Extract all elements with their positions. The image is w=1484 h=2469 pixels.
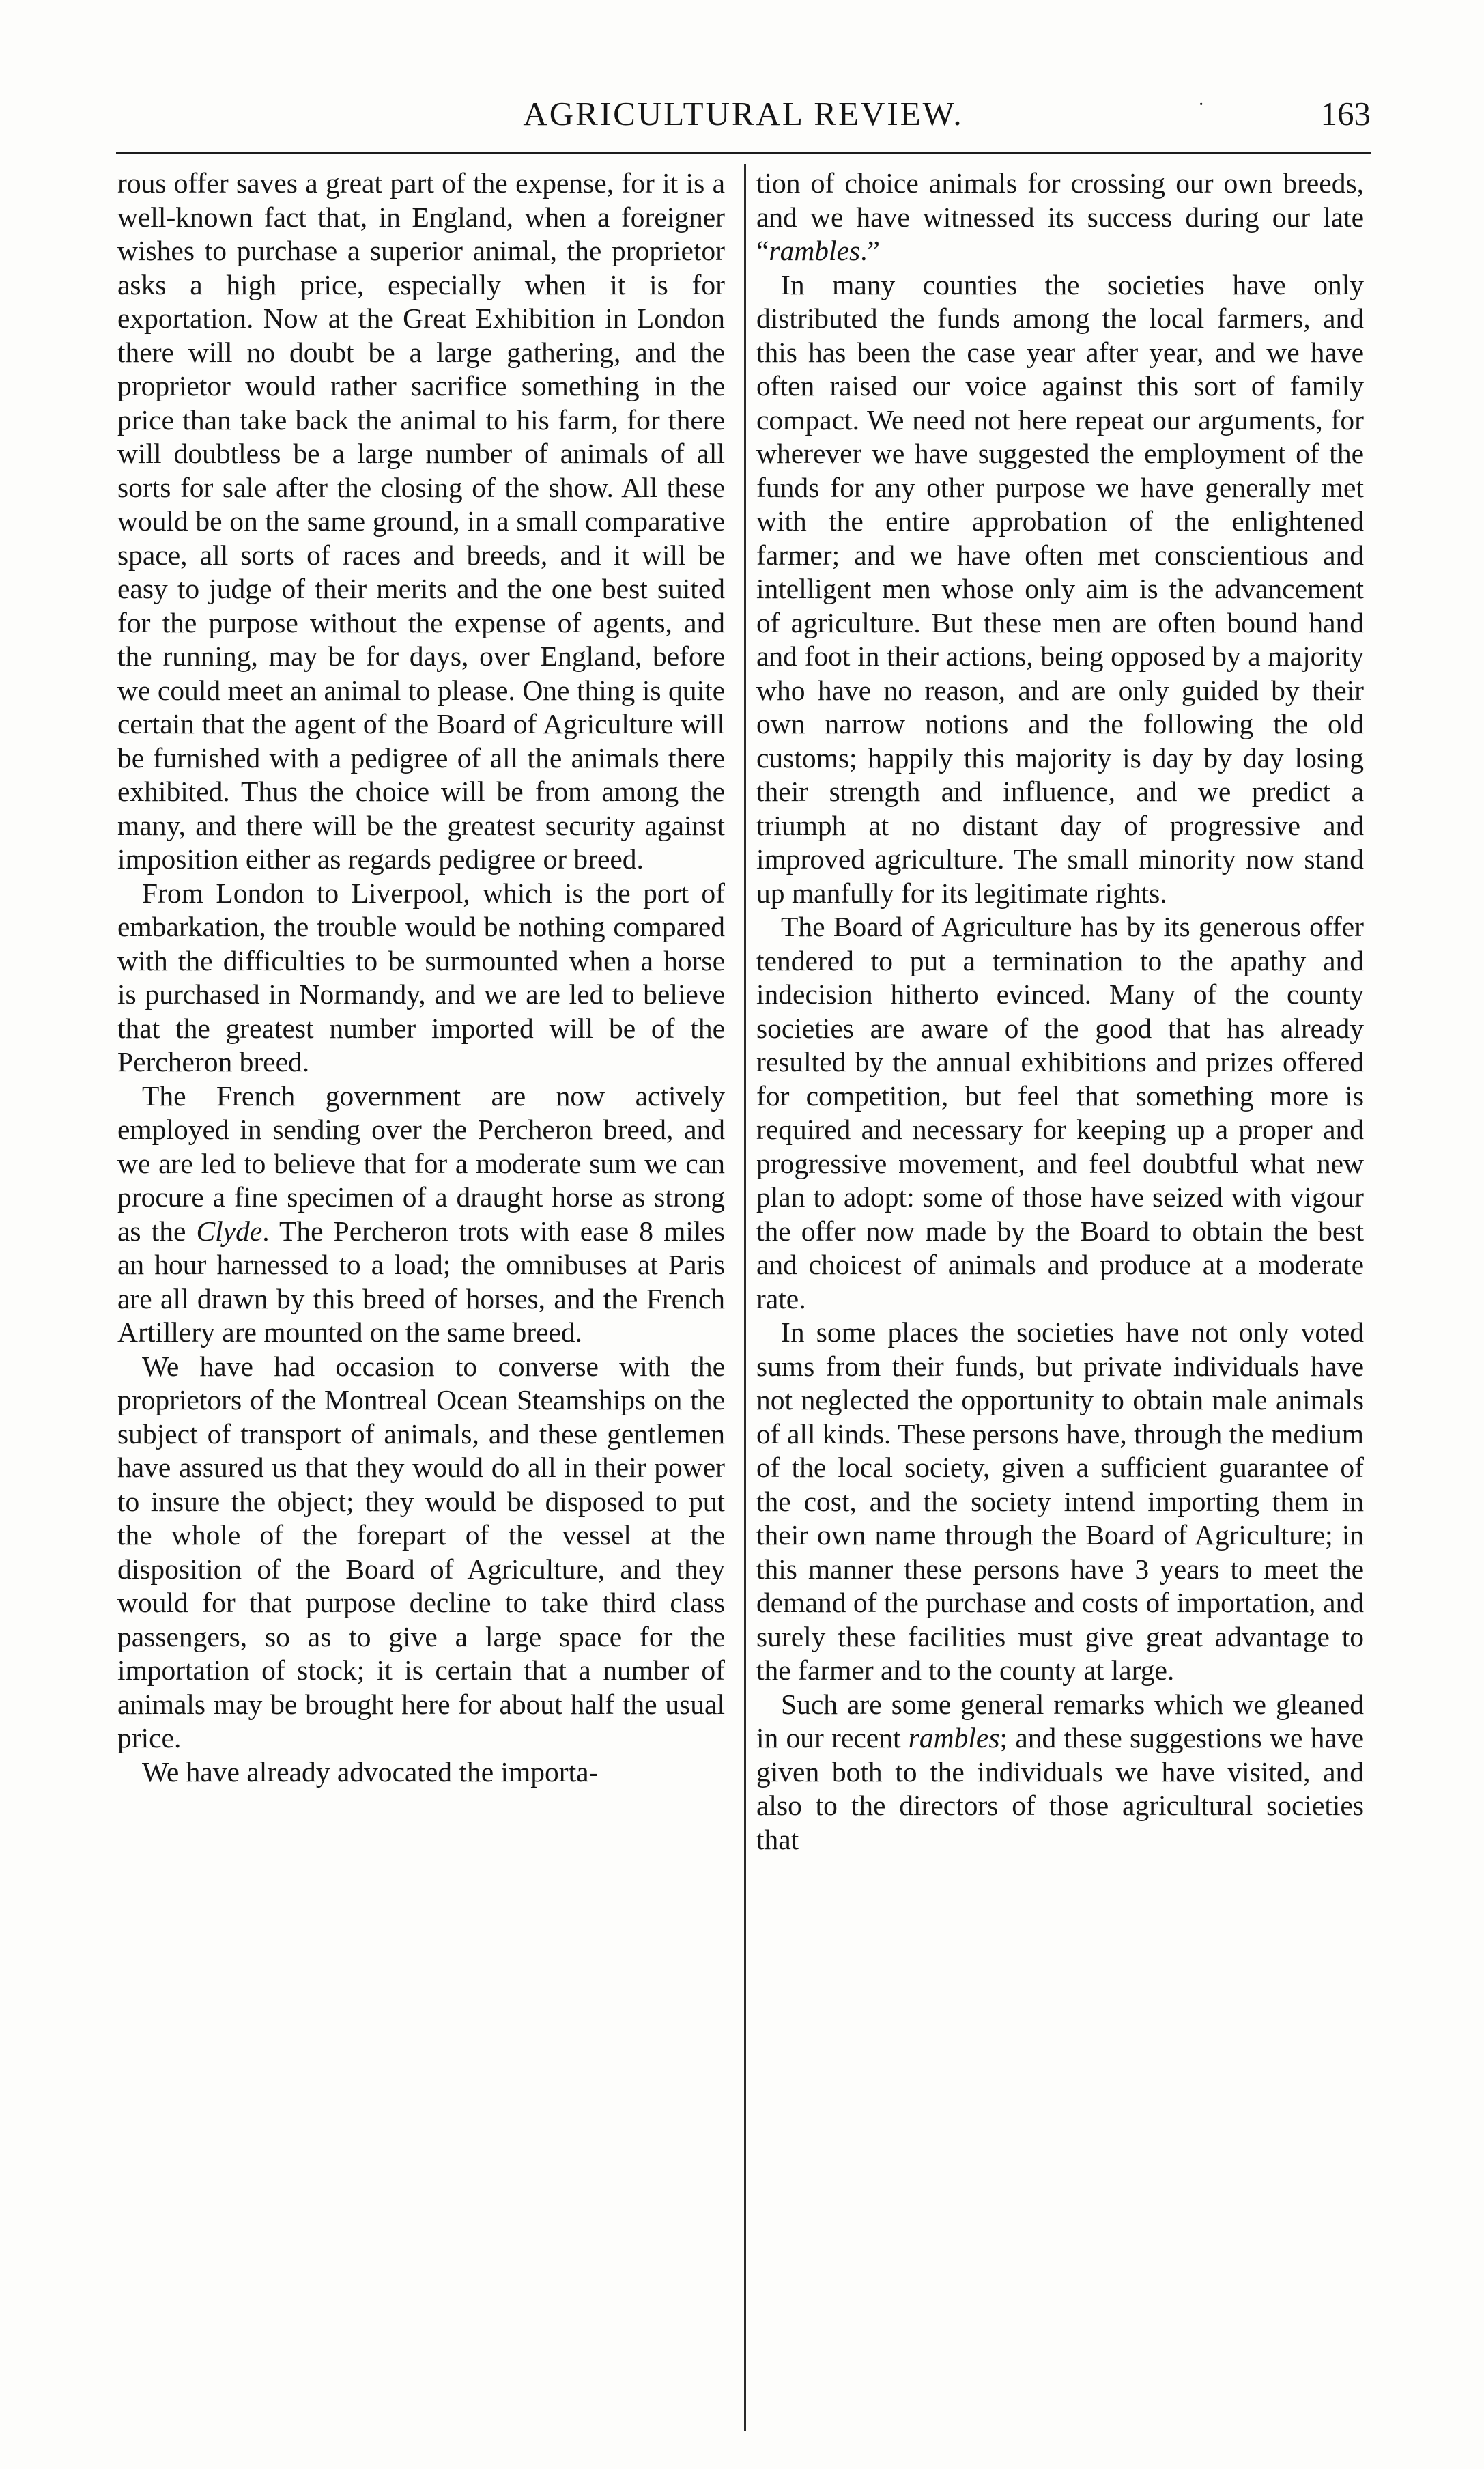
left-column: [117, 167, 725, 1789]
right-paragraph-2: In many counties the societies have only distributed the funds among the local farmers, and this has been the case year after year, and we have often raised our voice against this sort of family compact. We need not here repeat our arguments, for wherever we have suggested the employment of the funds for any other purpose we have generally met with the entire approbation of the enlightened farmer; and we have often met conscientious and intelligent men whose only aim is the advancement of agriculture. But these men are often bound hand and foot in their actions, being opposed by a majority who have no reason, and are only guided by their own narrow notions and the following the old customs; happily this majority is day by day losing their strength and influence, and we predict a triumph at no distant day of progressive and improved agriculture. The small minority now stand up manfully for its legitimate rights.: [756, 268, 1364, 909]
italic-rambles-2: rambles: [908, 1722, 1000, 1753]
header-mark: ·: [1198, 94, 1205, 115]
left-paragraph-2: From London to Liverpool, which is the port of embarkation, the trouble would be nothing compared with the difficulties to be surmounted when a horse is purchased in Normandy, and we are led to believe that the greatest number imported will be of the Percheron breed.: [117, 877, 725, 1077]
left-paragraph-3: The French government are now actively employed in sending over the Percheron breed, and we are led to believe that for a moderate sum we can procure a fine specimen of a draught horse as strong as the Clyde. The Percheron trots with ease 8 miles an hour harnessed to a load; the omnibuses at Paris are all drawn by this breed of horses, and the French Artillery are mounted on the same breed.: [117, 1080, 725, 1348]
right-paragraph-4: In some places the societies have not only voted sums from their funds, but private individuals have not neglected the opportunity to obtain male animals of all kinds. These persons have, through the medium of the local society, given a sufficient guarantee of the cost, and the society intend importing them in their own name through the Board of Agriculture; in this manner these persons have 3 years to meet the demand of the purchase and costs of importation, and surely these facilities must give great advantage to the farmer and to the county at large.: [756, 1316, 1364, 1686]
left-paragraph-1: rous offer saves a great part of the expense, for it is a well-known fact that, in England, when a foreigner wishes to purchase a superior animal, the proprietor asks a high price, especially when it is for exportation. Now at the Great Exhibition in London there will no doubt be a large gathering, and the proprietor would rather sacrifice something in the price than take back the animal to his farm, for there will doubtless be a large number of animals of all sorts for sale after the closing of the show. All these would be on the same ground, in a small comparative space, all sorts of races and breeds, and it will be easy to judge of their merits and the one best suited for the purpose without the expense of agents, and the running, may be for days, over England, before we could meet an animal to please. One thing is quite certain that the agent of the Board of Agriculture will be furnished with a pedigree of all the animals there exhibited. Thus the choice will be from among the many, and there will be the greatest security against imposition either as regards pedigree or breed.: [117, 167, 725, 875]
right-column: [756, 167, 1364, 1857]
right-paragraph-1-text: tion of choice animals for crossing our own breeds, and we have witnessed its success during our late “: [756, 167, 1364, 266]
right-paragraph-5: [756, 1688, 1364, 1857]
right-paragraph-5-end: ; and these suggestions we have given both to the individuals we have visited, and also to the directors of those agricultural societies that: [756, 1722, 1364, 1855]
header-rule: [116, 152, 1371, 154]
right-paragraph-1: [756, 167, 1364, 268]
right-paragraph-1-end: .”: [860, 235, 880, 266]
right-paragraph-5-text: Such are some general remarks which we gleaned in our recent: [756, 1688, 1364, 1753]
italic-rambles: rambles: [769, 235, 861, 266]
running-title: AGRICULTURAL REVIEW.: [523, 95, 964, 132]
running-head: [116, 90, 1371, 138]
left-paragraph-5: We have already advocated the importa-: [142, 1755, 599, 1788]
left-paragraph-4: We have had occasion to converse with the proprietors of the Montreal Ocean Steamships on the subject of transport of animals, and these gentlemen have assured us that they would do all in their power to insure the object; they would be disposed to put the whole of the forepart of the vessel at the disposition of the Board of Agriculture, and they would for that purpose decline to take third class passengers, so as to give a large space for the importation of stock; it is certain that a number of animals may be brought here for about half the usual price.: [117, 1350, 725, 1753]
column-divider: [744, 164, 746, 2431]
page-number: 163: [1320, 95, 1371, 132]
right-paragraph-3: The Board of Agriculture has by its generous offer tendered to put a termination to the apathy and indecision hitherto evinced. Many of the county societies are aware of the good that has already resulted by the annual exhibitions and prizes offered for competition, but feel that something more is required and necessary for keeping up a proper and progressive movement, and feel doubtful what new plan to adopt: some of those have seized with vigour the offer now made by the Board to obtain the best and choicest of animals and produce at a moderate rate.: [756, 911, 1364, 1314]
